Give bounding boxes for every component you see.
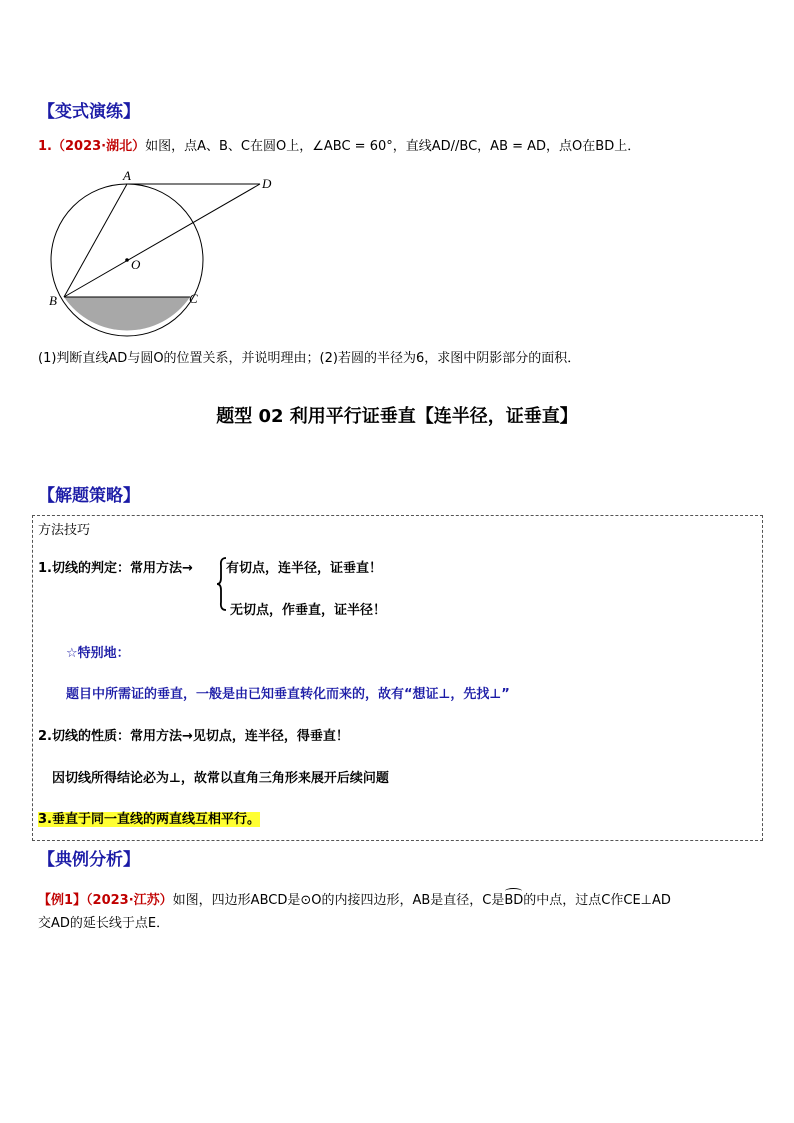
problem-1-text: 如图，点A、B、C在圆O上，∠ABC = 60°，直线AD//BC，AB = AD，点O在BD上．: [145, 139, 641, 154]
special-note-text: 题目中所需证的垂直，一般是由已知垂直转化而来的，故有“想证⊥，先找⊥”: [66, 687, 510, 702]
shaded-segment: [64, 297, 190, 330]
arrow-icon: →: [181, 561, 193, 576]
label-b: B: [49, 293, 57, 308]
tangent-property-item: 2.切线的性质：常用方法→见切点，连半径，得垂直！: [38, 729, 349, 744]
example-1-statement: [38, 889, 671, 908]
special-note-label: ☆特别地：: [66, 646, 130, 661]
example-1-text-continued: 交AD的延长线于点E．: [38, 916, 170, 931]
label-d: D: [262, 176, 272, 191]
center-dot: [125, 258, 129, 262]
section-heading-variant-practice: 【变式演练】: [38, 102, 140, 122]
label-o: O: [131, 257, 141, 272]
parallel-rule-item: 3.垂直于同一直线的两直线互相平行。: [38, 812, 260, 827]
example-1-label: 【例1】: [38, 893, 87, 908]
tangent-property-note: 因切线所得结论必为⊥，故常以直角三角形来展开后续问题: [52, 771, 389, 786]
label-c: C: [189, 291, 198, 306]
example-1-text-a: 如图，四边形ABCD是⊙O的内接四边形，AB是直径，C是: [172, 893, 505, 908]
tangent-criteria-label: 1.切线的判定：常用方法→: [38, 561, 193, 576]
example-1-text-b: 的中点，过点C作CE⊥AD: [523, 893, 671, 908]
tangent-branch-with-point: 有切点，连半径，证垂直！: [226, 561, 383, 576]
problem-1-statement: [38, 135, 640, 154]
method-box-heading: 方法技巧: [38, 523, 91, 538]
segment-bd: [64, 184, 260, 297]
arc-bd: BD: [504, 893, 524, 908]
circle-figure: [40, 165, 280, 337]
question-type-title: 题型 02 利用平行证垂直【连半径，证垂直】: [216, 406, 578, 427]
tangent-branch-without-point: 无切点，作垂直，证半径！: [230, 603, 387, 618]
section-heading-strategy: 【解题策略】: [38, 486, 140, 506]
label-a: A: [123, 168, 131, 183]
problem-1-source: 1.（2023·湖北）: [38, 139, 146, 154]
segment-ab: [64, 184, 127, 297]
section-heading-example-analysis: 【典例分析】: [38, 850, 140, 870]
problem-1-questions: (1)判断直线AD与圆O的位置关系，并说明理由；(2)若圆的半径为6，求图中阴影部分的面积．: [38, 351, 581, 366]
example-1-source: （2023·江苏）: [86, 893, 173, 908]
